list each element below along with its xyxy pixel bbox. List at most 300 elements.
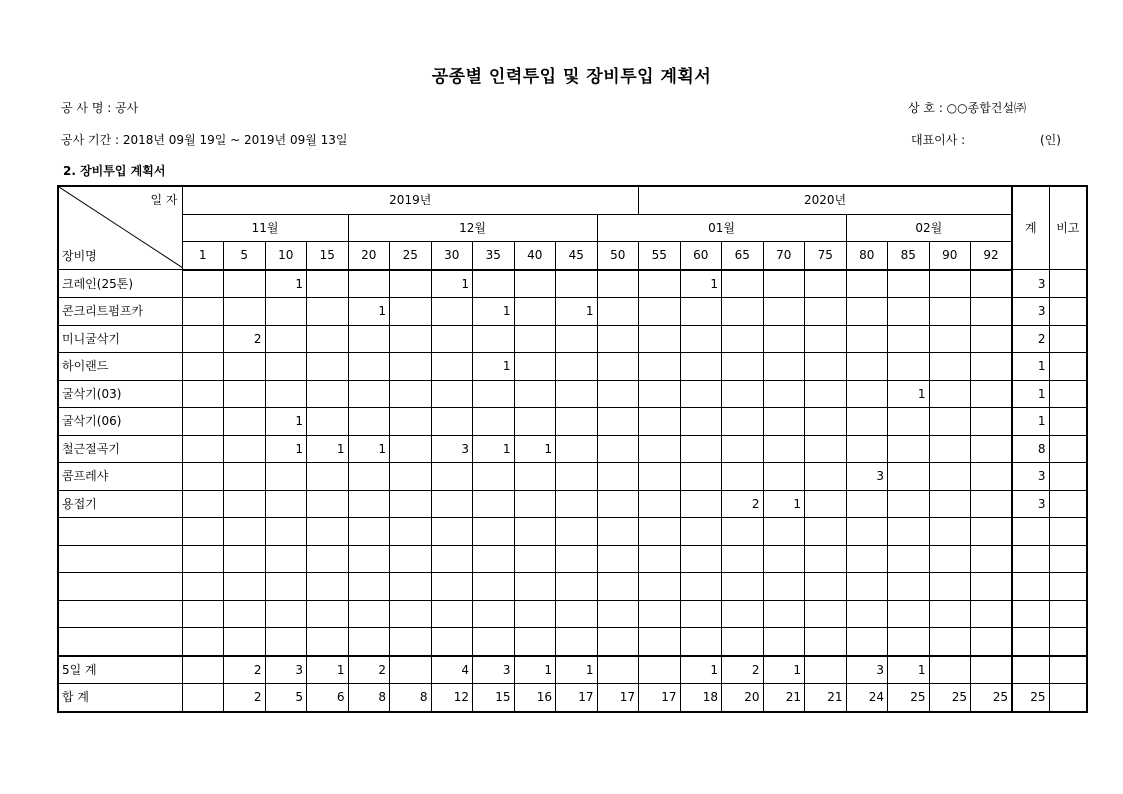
quantity-cell <box>888 408 930 436</box>
quantity-cell <box>597 408 639 436</box>
quantity-cell <box>929 545 971 573</box>
quantity-cell <box>929 325 971 353</box>
quantity-cell <box>390 600 432 628</box>
table-row <box>58 380 1087 408</box>
quantity-cell <box>680 490 722 518</box>
quantity-cell <box>929 353 971 381</box>
quantity-cell <box>597 518 639 546</box>
quantity-cell: 8 <box>348 684 390 712</box>
quantity-cell <box>763 435 805 463</box>
quantity-cell: 17 <box>597 684 639 712</box>
quantity-cell <box>639 628 681 656</box>
quantity-cell <box>224 408 266 436</box>
quantity-cell <box>265 518 307 546</box>
quantity-cell <box>265 600 307 628</box>
quantity-cell <box>307 490 349 518</box>
quantity-cell <box>556 380 598 408</box>
total-header: 계 <box>1012 186 1049 270</box>
table-row <box>58 270 1087 298</box>
quantity-cell: 25 <box>888 684 930 712</box>
quantity-cell <box>597 463 639 491</box>
table-row <box>58 325 1087 353</box>
quantity-cell <box>182 600 224 628</box>
quantity-cell <box>390 380 432 408</box>
quantity-cell <box>722 353 764 381</box>
quantity-cell <box>265 628 307 656</box>
quantity-cell <box>805 656 847 684</box>
month-header: 12월 <box>348 214 597 242</box>
day-header: 10 <box>265 242 307 270</box>
quantity-cell: 5 <box>265 684 307 712</box>
remark-cell <box>1049 353 1087 381</box>
equipment-name <box>58 628 182 656</box>
quantity-cell <box>971 656 1013 684</box>
quantity-cell <box>971 628 1013 656</box>
quantity-cell <box>722 545 764 573</box>
quantity-cell <box>888 298 930 326</box>
quantity-cell <box>639 325 681 353</box>
day-header: 65 <box>722 242 764 270</box>
quantity-cell <box>680 600 722 628</box>
quantity-cell <box>805 270 847 298</box>
quantity-cell <box>639 298 681 326</box>
quantity-cell: 3 <box>846 656 888 684</box>
quantity-cell: 1 <box>307 435 349 463</box>
quantity-cell <box>473 545 515 573</box>
quantity-cell <box>597 435 639 463</box>
quantity-cell <box>307 628 349 656</box>
quantity-cell <box>639 656 681 684</box>
equipment-name <box>58 573 182 601</box>
day-header: 45 <box>556 242 598 270</box>
table-row <box>58 600 1087 628</box>
quantity-cell <box>597 270 639 298</box>
quantity-cell: 1 <box>680 270 722 298</box>
quantity-cell <box>514 573 556 601</box>
quantity-cell <box>597 656 639 684</box>
quantity-cell <box>390 518 432 546</box>
ceo-label: 대표이사 : <box>911 133 966 147</box>
day-header: 90 <box>929 242 971 270</box>
table-row <box>58 353 1087 381</box>
quantity-cell <box>763 518 805 546</box>
quantity-cell: 1 <box>473 353 515 381</box>
table-row <box>58 628 1087 656</box>
quantity-cell <box>390 573 432 601</box>
quantity-cell <box>680 628 722 656</box>
quantity-cell <box>971 518 1013 546</box>
quantity-cell <box>971 600 1013 628</box>
quantity-cell <box>556 573 598 601</box>
quantity-cell <box>846 573 888 601</box>
quantity-cell <box>307 270 349 298</box>
quantity-cell <box>348 270 390 298</box>
equipment-name: 크레인(25톤) <box>58 270 182 298</box>
quantity-cell: 17 <box>556 684 598 712</box>
project-name: 공 사 명 : 공사 <box>61 101 139 115</box>
quantity-cell <box>224 435 266 463</box>
quantity-cell <box>473 325 515 353</box>
quantity-cell: 25 <box>971 684 1013 712</box>
equipment-name: 합 계 <box>58 684 182 712</box>
quantity-cell <box>639 380 681 408</box>
quantity-cell: 1 <box>763 490 805 518</box>
quantity-cell <box>763 463 805 491</box>
row-total-cell: 3 <box>1012 270 1049 298</box>
quantity-cell <box>514 490 556 518</box>
day-header: 1 <box>182 242 224 270</box>
quantity-cell <box>265 545 307 573</box>
quantity-cell <box>639 573 681 601</box>
quantity-cell <box>846 380 888 408</box>
table-row <box>58 518 1087 546</box>
row-total-cell: 8 <box>1012 435 1049 463</box>
quantity-cell <box>639 270 681 298</box>
quantity-cell <box>307 545 349 573</box>
quantity-cell <box>224 380 266 408</box>
quantity-cell <box>888 573 930 601</box>
subtotal-row <box>58 656 1087 684</box>
quantity-cell <box>431 545 473 573</box>
quantity-cell <box>846 408 888 436</box>
quantity-cell: 4 <box>431 656 473 684</box>
quantity-cell <box>888 463 930 491</box>
quantity-cell <box>390 490 432 518</box>
day-header: 25 <box>390 242 432 270</box>
quantity-cell <box>722 628 764 656</box>
quantity-cell <box>639 408 681 436</box>
quantity-cell <box>224 628 266 656</box>
equipment-name <box>58 600 182 628</box>
quantity-cell <box>473 463 515 491</box>
quantity-cell <box>514 353 556 381</box>
quantity-cell <box>224 353 266 381</box>
quantity-cell <box>597 490 639 518</box>
quantity-cell <box>722 435 764 463</box>
quantity-cell: 6 <box>307 684 349 712</box>
quantity-cell <box>431 518 473 546</box>
day-header: 92 <box>971 242 1013 270</box>
quantity-cell <box>473 518 515 546</box>
quantity-cell <box>722 518 764 546</box>
quantity-cell <box>431 600 473 628</box>
quantity-cell <box>182 463 224 491</box>
quantity-cell <box>846 600 888 628</box>
quantity-cell <box>224 573 266 601</box>
quantity-cell <box>224 270 266 298</box>
year-header: 2019년 <box>182 186 639 214</box>
quantity-cell: 3 <box>431 435 473 463</box>
quantity-cell <box>182 325 224 353</box>
quantity-cell <box>265 490 307 518</box>
quantity-cell <box>888 435 930 463</box>
day-header: 60 <box>680 242 722 270</box>
quantity-cell <box>680 353 722 381</box>
quantity-cell: 1 <box>265 408 307 436</box>
quantity-cell <box>265 463 307 491</box>
quantity-cell <box>763 325 805 353</box>
quantity-cell: 12 <box>431 684 473 712</box>
quantity-cell <box>390 628 432 656</box>
remark-cell <box>1049 270 1087 298</box>
quantity-cell <box>556 545 598 573</box>
table-row <box>58 408 1087 436</box>
quantity-cell <box>763 628 805 656</box>
quantity-cell <box>597 353 639 381</box>
day-header: 85 <box>888 242 930 270</box>
quantity-cell <box>431 298 473 326</box>
quantity-cell: 1 <box>265 270 307 298</box>
quantity-cell <box>224 600 266 628</box>
quantity-cell <box>431 380 473 408</box>
month-header: 01월 <box>597 214 846 242</box>
day-header: 75 <box>805 242 847 270</box>
quantity-cell <box>431 573 473 601</box>
row-total-cell: 2 <box>1012 325 1049 353</box>
quantity-cell: 2 <box>348 656 390 684</box>
quantity-cell <box>348 573 390 601</box>
row-total-cell <box>1012 545 1049 573</box>
quantity-cell <box>390 408 432 436</box>
quantity-cell <box>307 600 349 628</box>
table-row <box>58 298 1087 326</box>
quantity-cell <box>763 408 805 436</box>
quantity-cell <box>722 600 764 628</box>
corner-equipment-label: 장비명 <box>62 249 97 263</box>
quantity-cell <box>680 408 722 436</box>
quantity-cell: 21 <box>763 684 805 712</box>
day-header: 55 <box>639 242 681 270</box>
quantity-cell <box>182 628 224 656</box>
remark-cell <box>1049 380 1087 408</box>
quantity-cell <box>224 545 266 573</box>
quantity-cell <box>182 545 224 573</box>
quantity-cell <box>473 628 515 656</box>
quantity-cell <box>722 380 764 408</box>
remark-cell <box>1049 545 1087 573</box>
quantity-cell <box>514 628 556 656</box>
quantity-cell <box>473 573 515 601</box>
quantity-cell <box>556 270 598 298</box>
remark-cell <box>1049 298 1087 326</box>
equipment-name: 철근절곡기 <box>58 435 182 463</box>
quantity-cell <box>431 628 473 656</box>
row-total-cell <box>1012 518 1049 546</box>
equipment-name: 굴삭기(03) <box>58 380 182 408</box>
quantity-cell <box>639 353 681 381</box>
quantity-cell <box>473 408 515 436</box>
quantity-cell <box>182 298 224 326</box>
quantity-cell <box>182 270 224 298</box>
project-period: 공사 기간 : 2018년 09월 19일 ~ 2019년 09월 13일 <box>61 133 348 147</box>
quantity-cell: 1 <box>556 656 598 684</box>
quantity-cell <box>597 600 639 628</box>
day-header: 5 <box>224 242 266 270</box>
row-total-cell: 1 <box>1012 380 1049 408</box>
quantity-cell <box>473 380 515 408</box>
day-header: 70 <box>763 242 805 270</box>
quantity-cell <box>846 628 888 656</box>
quantity-cell <box>265 325 307 353</box>
quantity-cell <box>888 600 930 628</box>
quantity-cell <box>348 463 390 491</box>
section-title: 2. 장비투입 계획서 <box>63 164 166 178</box>
quantity-cell <box>805 600 847 628</box>
quantity-cell <box>929 656 971 684</box>
row-total-cell: 3 <box>1012 298 1049 326</box>
quantity-cell <box>929 573 971 601</box>
quantity-cell <box>348 490 390 518</box>
quantity-cell <box>680 545 722 573</box>
quantity-cell <box>805 325 847 353</box>
quantity-cell <box>514 463 556 491</box>
quantity-cell <box>888 270 930 298</box>
quantity-cell <box>307 353 349 381</box>
equipment-name: 하이랜드 <box>58 353 182 381</box>
quantity-cell <box>680 435 722 463</box>
quantity-cell <box>556 408 598 436</box>
day-header: 40 <box>514 242 556 270</box>
quantity-cell <box>473 600 515 628</box>
remark-cell <box>1049 463 1087 491</box>
quantity-cell: 1 <box>888 380 930 408</box>
quantity-cell <box>846 435 888 463</box>
quantity-cell: 15 <box>473 684 515 712</box>
quantity-cell <box>514 380 556 408</box>
quantity-cell: 1 <box>307 656 349 684</box>
quantity-cell <box>929 518 971 546</box>
quantity-cell <box>680 380 722 408</box>
quantity-cell <box>805 490 847 518</box>
quantity-cell <box>431 490 473 518</box>
quantity-cell <box>805 518 847 546</box>
quantity-cell: 2 <box>722 490 764 518</box>
quantity-cell <box>846 353 888 381</box>
quantity-cell <box>556 353 598 381</box>
equipment-name: 콘크리트펌프카 <box>58 298 182 326</box>
quantity-cell <box>597 628 639 656</box>
row-total-cell <box>1012 628 1049 656</box>
quantity-cell <box>680 325 722 353</box>
row-total-cell <box>1012 600 1049 628</box>
quantity-cell <box>390 270 432 298</box>
quantity-cell: 1 <box>348 298 390 326</box>
quantity-cell <box>888 325 930 353</box>
quantity-cell <box>805 463 847 491</box>
quantity-cell <box>473 490 515 518</box>
table-row <box>58 463 1087 491</box>
quantity-cell: 20 <box>722 684 764 712</box>
quantity-cell <box>971 298 1013 326</box>
day-header: 80 <box>846 242 888 270</box>
quantity-cell <box>639 600 681 628</box>
quantity-cell <box>846 490 888 518</box>
quantity-cell <box>722 270 764 298</box>
year-header: 2020년 <box>639 186 1013 214</box>
equipment-name <box>58 518 182 546</box>
quantity-cell <box>514 545 556 573</box>
quantity-cell <box>182 435 224 463</box>
quantity-cell <box>722 573 764 601</box>
quantity-cell <box>348 408 390 436</box>
quantity-cell <box>348 518 390 546</box>
quantity-cell <box>763 380 805 408</box>
quantity-cell <box>805 408 847 436</box>
quantity-cell <box>722 463 764 491</box>
quantity-cell <box>805 380 847 408</box>
quantity-cell <box>805 353 847 381</box>
quantity-cell <box>805 545 847 573</box>
quantity-cell <box>556 490 598 518</box>
quantity-cell <box>224 490 266 518</box>
quantity-cell: 16 <box>514 684 556 712</box>
quantity-cell <box>971 490 1013 518</box>
quantity-cell <box>307 463 349 491</box>
remark-cell <box>1049 408 1087 436</box>
quantity-cell <box>556 518 598 546</box>
quantity-cell <box>597 380 639 408</box>
row-total-cell: 1 <box>1012 408 1049 436</box>
quantity-cell <box>597 545 639 573</box>
quantity-cell <box>680 298 722 326</box>
quantity-cell <box>431 463 473 491</box>
quantity-cell: 2 <box>224 684 266 712</box>
quantity-cell: 2 <box>224 325 266 353</box>
quantity-cell <box>307 380 349 408</box>
equipment-plan-table <box>57 185 1088 713</box>
quantity-cell <box>639 490 681 518</box>
remark-cell <box>1049 628 1087 656</box>
quantity-cell <box>929 490 971 518</box>
quantity-cell <box>929 408 971 436</box>
quantity-cell <box>514 298 556 326</box>
grand-total-row <box>58 684 1087 712</box>
quantity-cell <box>971 463 1013 491</box>
quantity-cell <box>473 270 515 298</box>
quantity-cell: 1 <box>473 298 515 326</box>
quantity-cell <box>348 353 390 381</box>
remark-cell <box>1049 518 1087 546</box>
quantity-cell <box>390 656 432 684</box>
quantity-cell <box>805 628 847 656</box>
quantity-cell <box>431 325 473 353</box>
quantity-cell <box>307 325 349 353</box>
quantity-cell <box>639 545 681 573</box>
remark-cell <box>1049 656 1087 684</box>
equipment-name: 굴삭기(06) <box>58 408 182 436</box>
day-header: 30 <box>431 242 473 270</box>
equipment-name: 콤프레샤 <box>58 463 182 491</box>
quantity-cell <box>556 325 598 353</box>
quantity-cell: 1 <box>514 435 556 463</box>
quantity-cell <box>680 573 722 601</box>
quantity-cell: 3 <box>265 656 307 684</box>
quantity-cell <box>514 270 556 298</box>
quantity-cell <box>597 298 639 326</box>
equipment-name: 미니굴삭기 <box>58 325 182 353</box>
row-total-cell: 3 <box>1012 490 1049 518</box>
quantity-cell: 1 <box>556 298 598 326</box>
quantity-cell <box>390 325 432 353</box>
quantity-cell <box>846 518 888 546</box>
quantity-cell <box>182 573 224 601</box>
quantity-cell <box>971 435 1013 463</box>
quantity-cell <box>846 270 888 298</box>
quantity-cell <box>348 600 390 628</box>
quantity-cell: 21 <box>805 684 847 712</box>
quantity-cell <box>265 380 307 408</box>
remark-cell <box>1049 325 1087 353</box>
